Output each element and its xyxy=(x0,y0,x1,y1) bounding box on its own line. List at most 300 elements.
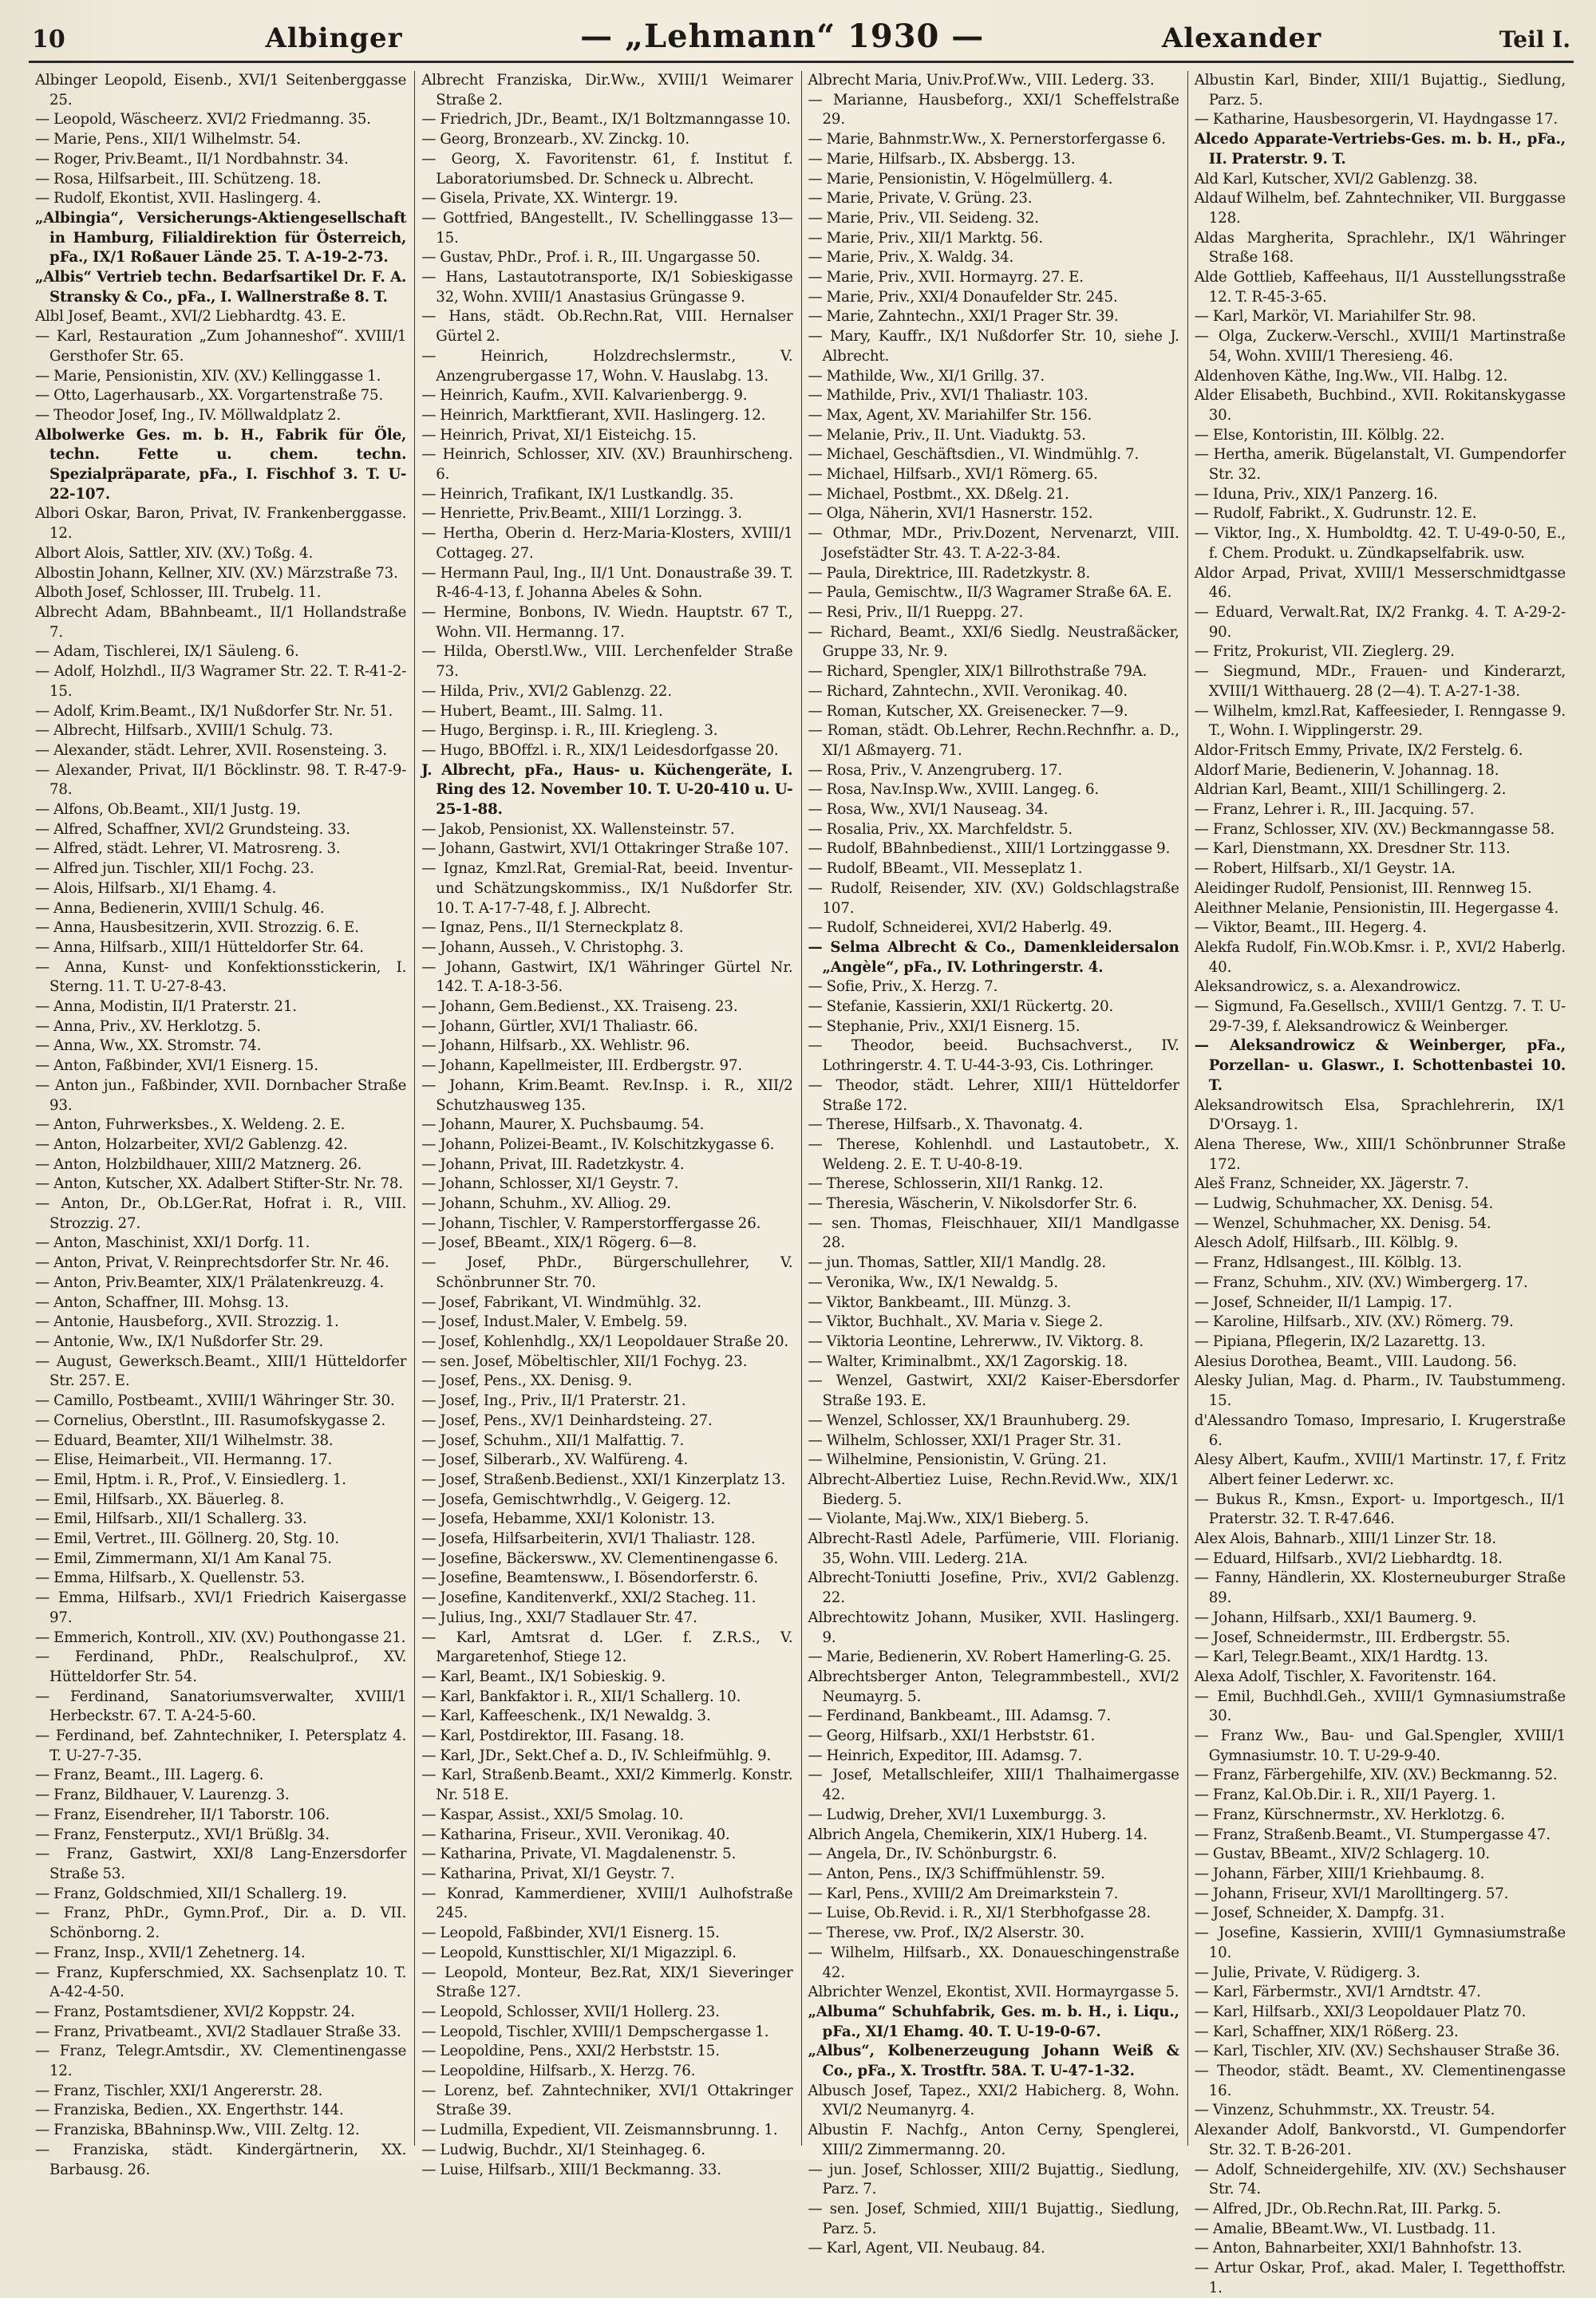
directory-entry: — Josef, Straßenb.Bedienst., XXI/1 Kinzerplatz 13. xyxy=(421,1471,786,1488)
directory-entry: — Vinzenz, Schuhmmstr., XX. Treustr. 54. xyxy=(1194,2102,1495,2119)
column-1 xyxy=(29,71,415,2178)
directory-entry: — Karl, JDr., Sekt.Chef a. D., IV. Schleifmühlg. 9. xyxy=(421,1747,772,1764)
directory-entry: — Josefine, Kassierin, XVIII/1 Gymnasiumstraße 10. xyxy=(1194,1925,1566,1961)
directory-entry: Albustin Karl, Binder, XIII/1 Bujattig., Siedlung, Parz. 5. xyxy=(1194,72,1566,109)
directory-entry: — Ferdinand, Bankbeamt., III. Adamsg. 7. xyxy=(808,1708,1111,1725)
page-header xyxy=(29,18,1574,63)
directory-entry: — Artur Oskar, Prof., akad. Maler, I. Tegetthoffstr. 1. xyxy=(1194,2260,1566,2296)
directory-entry: Albort Alois, Sattler, XIV. (XV.) Toßg. 4. xyxy=(35,544,314,562)
directory-entry: — Mary, Kauffr., IX/1 Nußdorfer Str. 10, siehe J. Albrecht. xyxy=(808,328,1179,365)
directory-entry: — Josef, Silberarb., XV. Walfüreng. 4. xyxy=(421,1451,689,1469)
directory-entry: — Alfred, Schaffner, XVI/2 Grundsteing. 33. xyxy=(35,820,350,838)
directory-entry: Ald Karl, Kutscher, XVI/2 Gablenzg. 38. xyxy=(1194,170,1478,188)
directory-entry: — Olga, Näherin, XVI/1 Hasnerstr. 152. xyxy=(808,505,1093,523)
directory-entry: — Franziska, städt. Kindergärtnerin, XX. Barbausg. 26. xyxy=(35,2141,407,2178)
directory-entry: — Heinrich, Expeditor, III. Adamsg. 7. xyxy=(808,1747,1083,1764)
directory-entry: — Roman, städt. Ob.Lehrer, Rechn.Rechnfhr. a. D., XI/1 Aßmayerg. 71. xyxy=(808,722,1179,759)
directory-entry: — Leopold, Faßbinder, XVI/1 Eisnerg. 15. xyxy=(421,1925,720,1942)
directory-entry: — Marie, Zahntechn., XXI/1 Prager Str. 39. xyxy=(808,308,1119,326)
directory-entry: — Alois, Hilfsarb., XI/1 Ehamg. 4. xyxy=(35,879,277,897)
directory-entry: Alesch Adolf, Hilfsarb., III. Kölblg. 9. xyxy=(1194,1234,1459,1252)
directory-entry: — Theodor Josef, Ing., IV. Möllwaldplatz 2. xyxy=(35,406,342,424)
directory-entry: „Albingia“, Versicherungs-Aktiengesellschaft in Hamburg, Filialdirektion für Österreich, pFa., IX/1 Roßauer Lände 25. T. A-19-2-73. xyxy=(35,209,407,267)
directory-entry: — Hermann Paul, Ing., II/1 Unt. Donaustraße 39. T. R-46-4-13, f. Johanna Abeles & Sohn. xyxy=(421,564,793,602)
directory-entry: — Melanie, Priv., II. Unt. Viaduktg. 53. xyxy=(808,426,1086,444)
directory-entry: — Mathilde, Ww., XI/1 Grillg. 37. xyxy=(808,367,1045,385)
directory-entry: — Paula, Gemischtw., II/3 Wagramer Straße 6A. E. xyxy=(808,584,1172,602)
directory-entry: — Viktor, Ing., X. Humboldtg. 42. T. U-49-0-50, E., f. Chem. Produkt. u. Zündkapselfabrik. usw. xyxy=(1194,525,1566,562)
directory-entry: Aleš Franz, Schneider, XX. Jägerstr. 7. xyxy=(1194,1175,1469,1193)
directory-entry: — Josefine, Bäckersww., XV. Clementinengasse 6. xyxy=(421,1550,779,1567)
directory-entry: — Anna, Modistin, II/1 Praterstr. 21. xyxy=(35,998,297,1016)
directory-entry: Aldauf Wilhelm, bef. Zahntechniker, VII. Burggasse 128. xyxy=(1194,190,1566,227)
directory-entry: Albolwerke Ges. m. b. H., Fabrik für Öle, techn. Fette u. chem. techn. Spezialpräparate, pFa., I. Fischhof 3. T. U-22-107. xyxy=(35,426,407,503)
directory-entry: Alexander Adolf, Bankvorstd., VI. Gumpendorfer Str. 32. T. B-26-201. xyxy=(1194,2122,1566,2158)
directory-entry: — Anna, Hausbesitzerin, XVII. Strozzig. 6. E. xyxy=(35,919,359,937)
directory-entry: — Leopold, Kunsttischler, XI/1 Migazzipl. 6. xyxy=(421,1944,737,1961)
directory-entry: — Antonie, Hausbeforg., XVII. Strozzig. 1. xyxy=(35,1313,339,1331)
directory-entry: — Georg, Bronzearb., XV. Zinckg. 10. xyxy=(421,131,690,148)
directory-entry: — Anton, Holzbildhauer, XIII/2 Matznerg. 26. xyxy=(35,1155,362,1173)
directory-entry: — Theodor, städt. Beamt., XV. Clementinengasse 16. xyxy=(1194,2063,1566,2099)
directory-entry: — Karl, Färbermstr., XVI/1 Arndtstr. 47. xyxy=(1194,1984,1481,2001)
directory-entry: — Josef, Indust.Maler, V. Embelg. 59. xyxy=(421,1313,688,1331)
directory-entry: — Johann, Maurer, X. Puchsbaumg. 54. xyxy=(421,1116,705,1134)
directory-entry: — Stephanie, Priv., XXI/1 Eisnerg. 15. xyxy=(808,1017,1080,1035)
directory-entry: — Marie, Pensionistin, V. Högelmüllerg. 4. xyxy=(808,170,1113,188)
directory-entry: — Adolf, Holzhdl., II/3 Wagramer Str. 22. T. R-41-2-15. xyxy=(35,663,407,700)
directory-entry: — Amalie, BBeamt.Ww., VI. Lustbadg. 11. xyxy=(1194,2220,1496,2237)
directory-entry: — Therese, Hilfsarb., X. Thavonatg. 4. xyxy=(808,1116,1083,1134)
directory-entry: — Julie, Private, V. Rüdigerg. 3. xyxy=(1194,1964,1420,1981)
directory-entry: Albl Josef, Beamt., XVI/2 Liebhardtg. 43. E. xyxy=(35,308,346,326)
directory-entry: — Gustav, PhDr., Prof. i. R., III. Ungargasse 50. xyxy=(421,249,760,267)
directory-entry: — Richard, Spengler, XIX/1 Billrothstraße 79A. xyxy=(808,663,1148,681)
directory-entry: — Wilhelmine, Pensionistin, V. Grüng. 21. xyxy=(808,1451,1107,1469)
directory-entry: — Anton, Schaffner, III. Mohsg. 13. xyxy=(35,1293,289,1311)
directory-entry: — Stefanie, Kassierin, XXI/1 Rückertg. 20. xyxy=(808,998,1114,1016)
directory-entry: — Bukus R., Kmsn., Export- u. Importgesch., II/1 Praterstr. 32. T. R-47.646. xyxy=(1194,1491,1566,1528)
directory-entry: — Michael, Geschäftsdien., VI. Windmühlg. 7. xyxy=(808,446,1140,464)
directory-entry: — Leopold, Wäscheerz. XVI/2 Friedmanng. 35. xyxy=(35,111,371,128)
directory-entry: — Marie, Hilfsarb., IX. Absbergg. 13. xyxy=(808,150,1076,168)
directory-entry: — Anton, Bahnarbeiter, XXI/1 Bahnhofstr. 13. xyxy=(1194,2240,1523,2257)
directory-entry: Alboth Josef, Schlosser, III. Trubelg. 11. xyxy=(35,584,322,602)
directory-entry: — Elise, Heimarbeit., VII. Hermanng. 17. xyxy=(35,1451,333,1469)
directory-entry: — Josef, Metallschleifer, XIII/1 Thalhaimergasse 42. xyxy=(808,1767,1179,1804)
directory-entry: J. Albrecht, pFa., Haus- u. Küchengeräte, I. Ring des 12. November 10. T. U-20-410 u. U-25-1-88. xyxy=(421,761,793,819)
directory-entry: — Franz, Schuhm., XIV. (XV.) Wimbergerg. 17. xyxy=(1194,1273,1528,1291)
directory-entry: — Franz, Hdlsangest., III. Kölblg. 13. xyxy=(1194,1254,1462,1272)
directory-entry: — Rudolf, Ekontist, XVII. Haslingerg. 4. xyxy=(35,190,322,207)
directory-entry: — Anna, Hilfsarb., XIII/1 Hütteldorfer Str. 64. xyxy=(35,938,364,956)
directory-entry: Albusch Josef, Tapez., XXI/2 Habicherg. 8, Wohn. XVI/2 Neumanyrg. 4. xyxy=(808,2082,1179,2119)
directory-entry: Alder Elisabeth, Buchbind., XVII. Rokitanskygasse 30. xyxy=(1194,387,1566,424)
directory-entry: Alexa Adolf, Tischler, X. Favoritenstr. 164. xyxy=(1194,1668,1497,1685)
directory-entry: — Alfred, städt. Lehrer, VI. Matrosreng. 3. xyxy=(35,840,341,858)
directory-entry: Albrecht-Toniutti Josefine, Priv., XVI/2 Gablenzg. 22. xyxy=(808,1570,1179,1607)
directory-entry: — Anton, Privat, V. Reinprechtsdorfer Str. Nr. 46. xyxy=(35,1254,389,1272)
directory-entry: — Johann, Hilfsarb., XX. Wehlistr. 96. xyxy=(421,1037,690,1055)
directory-entry: — Otto, Lagerhausarb., XX. Vorgartenstraße 75. xyxy=(35,387,384,405)
directory-entry: — Anna, Bedienerin, XVIII/1 Schulg. 46. xyxy=(35,899,325,917)
directory-entry: — Johann, Gem.Bedienst., XX. Traiseng. 23. xyxy=(421,998,738,1016)
directory-entry: — Franz, Färbergehilfe, XIV. (XV.) Beckmanng. 52. xyxy=(1194,1767,1558,1784)
directory-entry: — Karoline, Hilfsarb., XIV. (XV.) Römerg. 79. xyxy=(1194,1313,1514,1331)
directory-entry: — Wilhelm, Schlosser, XXI/1 Prager Str. 31. xyxy=(808,1431,1122,1449)
directory-entry: — Franz, Kal.Ob.Dir. i. R., XII/1 Payerg. 1. xyxy=(1194,1787,1496,1804)
directory-entry: — Aleksandrowicz & Weinberger, pFa., Porzellan- u. Glaswr., I. Schottenbastei 10. T. xyxy=(1194,1037,1566,1094)
directory-entry: — Adolf, Schneidergehilfe, XIV. (XV.) Sechshauser Str. 74. xyxy=(1194,2161,1566,2198)
directory-entry: — Fanny, Händlerin, XX. Klosterneuburger Straße 89. xyxy=(1194,1570,1566,1607)
directory-entry: — Emmerich, Kontroll., XIV. (XV.) Pouthongasse 21. xyxy=(35,1629,406,1646)
directory-entry: — Therese, Kohlenhdl. und Lastautobetr., X. Weldeng. 2. E. T. U-40-8-19. xyxy=(808,1135,1179,1173)
directory-entry: Alde Gottlieb, Kaffeehaus, II/1 Ausstellungsstraße 12. T. R-45-3-65. xyxy=(1194,269,1566,306)
directory-entry: Albrecht-Rastl Adele, Parfümerie, VIII. Florianig. 35, Wohn. VIII. Lederg. 21A. xyxy=(808,1530,1179,1567)
directory-entry: — Josef, Schneider, II/1 Lampig. 17. xyxy=(1194,1293,1452,1311)
directory-entry: — jun. Josef, Schlosser, XIII/2 Bujattig., Siedlung, Parz. 7. xyxy=(808,2161,1179,2198)
directory-entry: — Marie, Private, V. Grüng. 23. xyxy=(808,190,1033,207)
directory-entry: Albrecht Maria, Univ.Prof.Ww., VIII. Lederg. 33. xyxy=(808,72,1155,89)
directory-entry: — Johann, Hilfsarb., XXI/1 Baumerg. 9. xyxy=(1194,1609,1477,1626)
directory-entry: — Franz, Lehrer i. R., III. Jacquing. 57. xyxy=(1194,801,1475,819)
directory-entry: — Richard, Beamt., XXI/6 Siedlg. Neustraßäcker, Gruppe 33, Nr. 9. xyxy=(808,623,1179,661)
directory-entry: „Albus“, Kolbenerzeugung Johann Weiß & Co., pFa., X. Trostftr. 58A. T. U-47-1-32. xyxy=(808,2043,1179,2080)
directory-entry: — Ignaz, Pens., II/1 Sterneckplatz 8. xyxy=(421,919,684,937)
directory-entry: — Karl, Kaffeeschenk., IX/1 Newaldg. 3. xyxy=(421,1708,711,1725)
directory-entry: — Anton, Priv.Beamter, XIX/1 Prälatenkreuzg. 4. xyxy=(35,1273,385,1291)
directory-entry: — Camillo, Postbeamt., XVIII/1 Währinger Str. 30. xyxy=(35,1392,395,1410)
directory-entry: — Ferdinand, Sanatoriumsverwalter, XVIII/1 Herbeckstr. 67. T. A-24-5-60. xyxy=(35,1688,407,1725)
directory-entry: — Josef, Schuhm., XII/1 Malfattig. 7. xyxy=(421,1431,685,1449)
directory-entry: Albrecht Franziska, Dir.Ww., XVIII/1 Weimarer Straße 2. xyxy=(421,72,793,109)
directory-entry: — Paula, Direktrice, III. Radetzkystr. 8. xyxy=(808,564,1091,582)
directory-entry: Aldrian Karl, Beamt., XIII/1 Schillingerg. 2. xyxy=(1194,781,1507,799)
directory-entry: — Michael, Hilfsarb., XVI/1 Römerg. 65. xyxy=(808,466,1098,484)
directory-entry: — Wilhelm, kmzl.Rat, Kaffeesieder, I. Renngasse 9. T., Wohn. I. Wipplingerstr. 29. xyxy=(1194,702,1566,740)
directory-entry: Albrecht Adam, BBahnbeamt., II/1 Hollandstraße 7. xyxy=(35,603,407,641)
directory-entry: — Heinrich, Kaufm., XVII. Kalvarienbergg. 9. xyxy=(421,387,748,405)
directory-entry: — Karl, Tischler, XIV. (XV.) Sechshauser Straße 36. xyxy=(1194,2043,1560,2060)
directory-entry: — Franz, Schlosser, XIV. (XV.) Beckmanngasse 58. xyxy=(1194,820,1555,838)
directory-entry: — Iduna, Priv., XIX/1 Panzerg. 16. xyxy=(1194,485,1438,503)
directory-entry: — Karl, Straßenb.Beamt., XXI/2 Kimmerlg. Konstr. Nr. 518 E. xyxy=(421,1767,793,1804)
directory-entry: — Robert, Hilfsarb., XI/1 Geystr. 1A. xyxy=(1194,860,1456,878)
directory-entry: — Sigmund, Fa.Gesellsch., XVIII/1 Gentzg. 7. T. U-29-7-39, f. Aleksandrowicz & Weinberger. xyxy=(1194,998,1566,1035)
directory-entry: — Viktor, Bankbeamt., III. Münzg. 3. xyxy=(808,1293,1072,1311)
directory-entry: — Hermine, Bonbons, IV. Wiedn. Hauptstr. 67 T., Wohn. VII. Hermanng. 17. xyxy=(421,603,793,641)
directory-entry: — Adam, Tischlerei, IX/1 Säuleng. 6. xyxy=(35,643,299,661)
directory-entry: — Anna, Kunst- und Konfektionsstickerin, I. Sterng. 11. T. U-27-8-43. xyxy=(35,958,407,996)
directory-entry: — Franz, Gastwirt, XXI/8 Lang-Enzersdorfer Straße 53. xyxy=(35,1846,407,1882)
directory-entry: — Viktor, Buchhalt., XV. Maria v. Siege 2. xyxy=(808,1313,1104,1331)
directory-entry: — Franz, Insp., XVII/1 Zehetnerg. 14. xyxy=(35,1944,306,1961)
directory-entry: — Kaspar, Assist., XXI/5 Smolag. 10. xyxy=(421,1806,684,1823)
directory-entry: — Marie, Priv., VII. Seideng. 32. xyxy=(808,209,1039,227)
directory-entry: — Johann, Tischler, V. Ramperstorffergasse 26. xyxy=(421,1214,761,1232)
directory-entry: — Franz, Tischler, XXI/1 Angererstr. 28. xyxy=(35,2082,323,2099)
directory-entry: — Ludwig, Dreher, XVI/1 Luxemburgg. 3. xyxy=(808,1806,1107,1823)
directory-entry: — Hertha, Oberin d. Herz-Maria-Klosters, XVIII/1 Cottageg. 27. xyxy=(421,525,793,562)
part-label: Teil I. xyxy=(1499,26,1570,53)
directory-entry: — Rosa, Ww., XVI/1 Nauseag. 34. xyxy=(808,801,1049,819)
directory-entry: — Antonie, Ww., IX/1 Nußdorfer Str. 29. xyxy=(35,1333,324,1350)
directory-entry: — Ludmilla, Expedient, VII. Zeismannsbrunng. 1. xyxy=(421,2122,778,2139)
directory-entry: — Cornelius, Oberstlnt., III. Rasumofskygasse 2. xyxy=(35,1412,386,1429)
directory-entry: — Eduard, Hilfsarb., XVI/2 Liebhardtg. 18. xyxy=(1194,1550,1503,1567)
directory-entry: — Anton, Kutscher, XX. Adalbert Stifter-Str. Nr. 78. xyxy=(35,1175,403,1193)
directory-entry: Albrechtowitz Johann, Musiker, XVII. Haslingerg. 9. xyxy=(808,1609,1179,1646)
directory-entry: — Leopold, Tischler, XVIII/1 Dempschergasse 1. xyxy=(421,2023,769,2040)
directory-entry: — Hans, städt. Ob.Rechn.Rat, VIII. Hernalser Gürtel 2. xyxy=(421,308,793,345)
directory-entry: — Alexander, Privat, II/1 Böcklinstr. 98. T. R-47-9-78. xyxy=(35,761,407,799)
directory-entry: — Marie, Bedienerin, XV. Robert Hamerling-G. 25. xyxy=(808,1648,1171,1666)
directory-entry: Aldorf Marie, Bedienerin, V. Johannag. 18. xyxy=(1194,761,1499,779)
directory-entry: — Angela, Dr., IV. Schönburgstr. 6. xyxy=(808,1846,1057,1863)
directory-entry: — Alexander, städt. Lehrer, XVII. Rosensteing. 3. xyxy=(35,741,388,759)
directory-entry: — Hugo, Berginsp. i. R., III. Kriegleng. 3. xyxy=(421,722,718,740)
directory-entry: — Ignaz, Kmzl.Rat, Gremial-Rat, beeid. Inventur- und Schätzungskommiss., IX/1 Nußdorfer Str. 10. T. A-17-7-48, f. J. Albrecht. xyxy=(421,860,793,917)
directory-entry: — Wenzel, Schlosser, XX/1 Braunhuberg. 29. xyxy=(808,1412,1131,1429)
directory-entry: — Jakob, Pensionist, XX. Wallensteinstr. 57. xyxy=(421,820,735,838)
directory-entry: — Heinrich, Privat, XI/1 Eisteichg. 15. xyxy=(421,426,697,444)
directory-entry: — Franz, Eisendreher, II/1 Taborstr. 106. xyxy=(35,1806,330,1823)
directory-entry: — Resi, Priv., II/1 Rueppg. 27. xyxy=(808,603,1024,621)
directory-entry: — Rosa, Priv., V. Anzengruberg. 17. xyxy=(808,761,1063,779)
directory-entry: Alesius Dorothea, Beamt., VIII. Laudong. 56. xyxy=(1194,1352,1517,1370)
directory-entry: — Leopoldine, Pens., XXI/2 Herbststr. 15. xyxy=(421,2043,720,2060)
directory-entry: — Josef, Pens., XX. Denisg. 9. xyxy=(421,1372,633,1390)
directory-entry: — Theodor, beeid. Buchsachverst., IV. Lothringerstr. 4. T. U-44-3-93, Cis. Lothringer. xyxy=(808,1037,1179,1075)
directory-entry: Albustin F. Nachfg., Anton Cerny, Spenglerei, XIII/2 Zimmermanng. 20. xyxy=(808,2122,1179,2158)
directory-entry: — Emil, Hilfsarb., XII/1 Schallerg. 33. xyxy=(35,1510,307,1528)
directory-entry: — Josef, Pens., XV/1 Deinhardsteing. 27. xyxy=(421,1412,713,1429)
directory-entry: — Roman, Kutscher, XX. Greisenecker. 7—9. xyxy=(808,702,1128,720)
directory-entry: — Karl, Hilfsarb., XXI/3 Leopoldauer Platz 70. xyxy=(1194,2003,1527,2020)
directory-entry: — Mathilde, Priv., XVI/1 Thaliastr. 103. xyxy=(808,387,1088,405)
directory-entry: — Pipiana, Pflegerin, IX/2 Lazarettg. 13. xyxy=(1194,1333,1486,1350)
directory-entry: — Marie, Bahnmstr.Ww., X. Pernerstorfergasse 6. xyxy=(808,131,1166,148)
directory-entry: — Julius, Ing., XXI/7 Stadlauer Str. 47. xyxy=(421,1609,697,1626)
directory-entry: — Emil, Vertret., III. Göllnerg. 20, Stg. 10. xyxy=(35,1530,339,1548)
directory-entry: — Marie, Priv., XXI/4 Donaufelder Str. 245. xyxy=(808,288,1118,306)
directory-entry: — Johann, Färber, XIII/1 Kriehbaumg. 8. xyxy=(1194,1865,1485,1882)
directory-entry: — Marie, Priv., XII/1 Marktg. 56. xyxy=(808,229,1043,247)
directory-entry: — Alfred jun. Tischler, XII/1 Fochg. 23. xyxy=(35,860,314,878)
directory-entry: — Rudolf, Fabrikt., X. Gudrunstr. 12. E. xyxy=(1194,505,1477,523)
directory-entry: — Josef, Schneider, X. Dampfg. 31. xyxy=(1194,1905,1445,1922)
directory-entry: — August, Gewerksch.Beamt., XIII/1 Hütteldorfer Str. 257. E. xyxy=(35,1352,407,1390)
directory-entry: Albrecht-Albertiez Luise, Rechn.Revid.Ww., XIX/1 Biederg. 5. xyxy=(808,1471,1179,1508)
directory-entry: — Karl, Pens., XVIII/2 Am Dreimarkstein 7. xyxy=(808,1885,1119,1902)
directory-entry: Albrichter Wenzel, Ekontist, XVII. Hormayrgasse 5. xyxy=(808,1984,1179,2001)
directory-entry: — Josef, PhDr., Bürgerschullehrer, V. Schönbrunner Str. 70. xyxy=(421,1254,793,1291)
directory-entry: — Ferdinand, PhDr., Realschulprof., XV. Hütteldorfer Str. 54. xyxy=(35,1648,407,1685)
directory-entry: — Heinrich, Schlosser, XIV. (XV.) Braunhirscheng. 6. xyxy=(421,446,793,484)
directory-entry: — Johann, Polizei-Beamt., IV. Kolschitzkygasse 6. xyxy=(421,1135,775,1153)
directory-entry: — Heinrich, Marktfierant, XVII. Haslingerg. 12. xyxy=(421,406,766,424)
column-4 xyxy=(1188,71,1574,2296)
directory-entry: — Emil, Buchhdl.Geh., XVIII/1 Gymnasiumstraße 30. xyxy=(1194,1688,1566,1725)
directory-entry: — Karl, Agent, VII. Neubaug. 84. xyxy=(808,2240,1045,2257)
directory-entry: — Rudolf, BBeamt., VII. Messeplatz 1. xyxy=(808,860,1083,878)
directory-entry: — Hubert, Beamt., III. Salmg. 11. xyxy=(421,702,663,720)
directory-entry: — Katharina, Friseur., XVII. Veronikag. 40. xyxy=(421,1826,730,1843)
directory-entry: — Franz, Straßenb.Beamt., VI. Stumpergasse 47. xyxy=(1194,1826,1551,1843)
directory-entry: — Olga, Zuckerw.-Verschl., XVIII/1 Martinstraße 54, Wohn. XVIII/1 Theresieng. 46. xyxy=(1194,328,1566,365)
directory-entry: — Karl, Postdirektor, III. Fasang. 18. xyxy=(421,1727,685,1745)
directory-entry: „Albuma“ Schuhfabrik, Ges. m. b. H., i. Liqu., pFa., XI/1 Ehamg. 40. T. U-19-0-67. xyxy=(808,2003,1179,2040)
directory-entry: Alesky Julian, Mag. d. Pharm., IV. Taubstummeng. 15. xyxy=(1194,1372,1566,1410)
directory-entry: — Franz, Beamt., III. Lagerg. 6. xyxy=(35,1767,264,1784)
directory-entry: — Franz, Goldschmied, XII/1 Schallerg. 19. xyxy=(35,1885,347,1902)
directory-entry: Alex Alois, Bahnarb., XIII/1 Linzer Str. 18. xyxy=(1194,1530,1497,1548)
directory-entry: — Violante, Maj.Ww., XIX/1 Bieberg. 5. xyxy=(808,1510,1089,1528)
directory-entry: Aleithner Melanie, Pensionistin, III. Hegergasse 4. xyxy=(1194,899,1559,917)
directory-entry: — Franz Ww., Bau- und Gal.Spengler, XVIII/1 Gymnasiumstr. 10. T. U-29-9-40. xyxy=(1194,1727,1566,1764)
directory-entry: — Alfred, JDr., Ob.Rechn.Rat, III. Parkg. 5. xyxy=(1194,2200,1502,2217)
directory-entry: — sen. Thomas, Fleischhauer, XII/1 Mandlgasse 28. xyxy=(808,1214,1179,1252)
directory-entry: — Hilda, Priv., XVI/2 Gablenzg. 22. xyxy=(421,682,672,700)
directory-entry: Alcedo Apparate-Vertriebs-Ges. m. b. H., pFa., II. Praterstr. 9. T. xyxy=(1194,131,1566,168)
directory-entry: — Katharina, Privat, XI/1 Geystr. 7. xyxy=(421,1865,675,1882)
directory-entry: — Franz, Kupferschmied, XX. Sachsenplatz 10. T. A-42-4-50. xyxy=(35,1964,407,2001)
directory-entry: Alekfa Rudolf, Fin.W.Ob.Kmsr. i. P., XVI/2 Haberlg. 40. xyxy=(1194,938,1566,976)
directory-entry: Aldor Arpad, Privat, XVIII/1 Messerschmidtgasse 46. xyxy=(1194,564,1566,602)
directory-entry: — Johann, Ausseh., V. Christophg. 3. xyxy=(421,938,684,956)
directory-entry: — Josef, Fabrikant, VI. Windmühlg. 32. xyxy=(421,1293,701,1311)
directory-entry: — Marie, Pens., XII/1 Wilhelmstr. 54. xyxy=(35,131,301,148)
directory-entry: Aleidinger Rudolf, Pensionist, III. Rennweg 15. xyxy=(1194,879,1532,897)
directory-entry: — Karl, Schaffner, XIX/1 Rößerg. 23. xyxy=(1194,2023,1459,2040)
directory-entry: — Viktor, Beamt., III. Hegerg. 4. xyxy=(1194,919,1427,937)
directory-entry: — Johann, Gürtler, XVI/1 Thaliastr. 66. xyxy=(421,1017,698,1035)
directory-title: — „Lehmann“ 1930 — xyxy=(580,18,985,55)
directory-entry: — Georg, Hilfsarb., XXI/1 Herbststr. 61. xyxy=(808,1727,1096,1745)
directory-entry: — Josefa, Gemischtwrhdlg., V. Geigerg. 12. xyxy=(421,1491,732,1508)
directory-entry: — Wenzel, Gastwirt, XXI/2 Kaiser-Ebersdorfer Straße 193. E. xyxy=(808,1372,1179,1410)
directory-entry: — Franz, Privatbeamt., XVI/2 Stadlauer Straße 33. xyxy=(35,2023,401,2040)
directory-entry: — Anna, Priv., XV. Herklotzg. 5. xyxy=(35,1017,261,1035)
directory-entry: — Johann, Gastwirt, XVI/1 Ottakringer Straße 107. xyxy=(421,840,789,858)
directory-entry: — Josef, Schneidermstr., III. Erdbergstr. 55. xyxy=(1194,1629,1511,1646)
directory-entry: — Selma Albrecht & Co., Damenkleidersalon „Angèle“, pFa., IV. Lothringerstr. 4. xyxy=(808,938,1179,976)
directory-entry: Aldor-Fritsch Emmy, Private, IX/2 Ferstelg. 6. xyxy=(1194,741,1523,759)
directory-entry: — Wilhelm, Hilfsarb., XX. Donaueschingenstraße 42. xyxy=(808,1944,1179,1981)
directory-entry: — Richard, Zahntechn., XVII. Veronikag. 40. xyxy=(808,682,1128,700)
directory-entry: Aleksandrowicz, s. a. Alexandrowicz. xyxy=(1194,978,1461,996)
directory-entry: — Franz, PhDr., Gymn.Prof., Dir. a. D. VII. Schönborng. 2. xyxy=(35,1905,407,1942)
directory-entry: — Henriette, Priv.Beamt., XIII/1 Lorzingg. 3. xyxy=(421,505,743,523)
directory-entry: — Gustav, BBeamt., XIV/2 Schlagerg. 10. xyxy=(1194,1846,1491,1863)
directory-entry: — Anton, Fuhrwerksbes., X. Weldeng. 2. E. xyxy=(35,1116,346,1134)
directory-entry: Alena Therese, Ww., XIII/1 Schönbrunner Straße 172. xyxy=(1194,1135,1566,1173)
directory-entry: — Hertha, amerik. Bügelanstalt, VI. Gumpendorfer Str. 32. xyxy=(1194,446,1566,484)
directory-entry: — Josefine, Kanditenverkf., XXI/2 Stacheg. 11. xyxy=(421,1589,757,1607)
directory-entry: — Emma, Hilfsarb., XVI/1 Friedrich Kaisergasse 97. xyxy=(35,1589,407,1626)
left-headword: Albinger xyxy=(265,22,403,54)
directory-entry: — Franz, Kürschnermstr., XV. Herklotzg. 6. xyxy=(1194,1806,1505,1823)
directory-entry: d'Alessandro Tomaso, Impresario, I. Krugerstraße 6. xyxy=(1194,1412,1566,1449)
column-2 xyxy=(415,71,801,2178)
directory-entry: — Fritz, Prokurist, VII. Zieglerg. 29. xyxy=(1194,643,1455,661)
directory-entry: — Luise, Ob.Revid. i. R., XI/1 Sterbhofgasse 28. xyxy=(808,1905,1152,1922)
directory-entry: Albinger Leopold, Eisenb., XVI/1 Seitenberggasse 25. xyxy=(35,72,407,109)
directory-entry: — Theresia, Wäscherin, V. Nikolsdorfer Str. 6. xyxy=(808,1195,1137,1213)
directory-entry: — Josefa, Hebamme, XXI/1 Kolonistr. 13. xyxy=(421,1510,716,1528)
directory-columns xyxy=(29,71,1574,2296)
directory-entry: Albrechtsberger Anton, Telegrammbestell., XVI/2 Neumayrg. 5. xyxy=(808,1668,1179,1705)
directory-entry: Aldenhoven Käthe, Ing.Ww., VII. Halbg. 12. xyxy=(1194,367,1508,385)
directory-entry: — Albrecht, Hilfsarb., XVIII/1 Schulg. 73. xyxy=(35,722,334,740)
directory-entry: — Leopold, Schlosser, XVII/1 Hollerg. 23. xyxy=(421,2003,720,2020)
directory-entry: — Friedrich, JDr., Beamt., IX/1 Boltzmanngasse 10. xyxy=(421,111,791,128)
directory-entry: — Ludwig, Buchdr., XI/1 Steinhageg. 6. xyxy=(421,2141,705,2158)
directory-entry: Alesy Albert, Kaufm., XVIII/1 Martinstr. 17, f. Fritz Albert feiner Lederwr. xc. xyxy=(1194,1451,1566,1488)
directory-entry: — Franziska, BBahninsp.Ww., VIII. Zeltg. 12. xyxy=(35,2122,360,2139)
directory-entry: — Lorenz, bef. Zahntechniker, XVI/1 Ottakringer Straße 39. xyxy=(421,2082,793,2119)
directory-entry: — Karl, Amtsrat d. LGer. f. Z.R.S., V. Margaretenhof, Stiege 12. xyxy=(421,1629,793,1666)
directory-entry: — Katharine, Hausbesorgerin, VI. Haydngasse 17. xyxy=(1194,111,1558,128)
directory-entry: — Karl, Bankfaktor i. R., XII/1 Schallerg. 10. xyxy=(421,1688,741,1705)
directory-entry: — Franz, Postamtsdiener, XVI/2 Koppstr. 24. xyxy=(35,2003,355,2020)
directory-entry: — Josef, Ing., Priv., II/1 Praterstr. 21. xyxy=(421,1392,686,1410)
directory-entry: — Ferdinand, bef. Zahntechniker, I. Petersplatz 4. T. U-27-7-35. xyxy=(35,1727,407,1764)
directory-entry: — Emil, Hilfsarb., XX. Bäuerleg. 8. xyxy=(35,1491,284,1508)
directory-entry: — Karl, Dienstmann, XX. Dresdner Str. 113. xyxy=(1194,840,1511,858)
directory-entry: — Max, Agent, XV. Mariahilfer Str. 156. xyxy=(808,406,1092,424)
directory-entry: — Hans, Lastautotransporte, IX/1 Sobieskigasse 32, Wohn. XVIII/1 Anastasius Grüngasse 9. xyxy=(421,269,793,306)
directory-entry: — Wenzel, Schuhmacher, XX. Denisg. 54. xyxy=(1194,1214,1491,1232)
directory-entry: — Josef, BBeamt., XIX/1 Rögerg. 6—8. xyxy=(421,1234,697,1252)
directory-entry: — Anna, Ww., XX. Stromstr. 74. xyxy=(35,1037,262,1055)
directory-entry: — Gisela, Private, XX. Wintergr. 19. xyxy=(421,190,678,207)
directory-entry: — jun. Thomas, Sattler, XII/1 Mandlg. 28. xyxy=(808,1254,1107,1272)
directory-entry: — Therese, vw. Prof., IX/2 Alserstr. 30. xyxy=(808,1925,1084,1942)
directory-entry: — Anton, Maschinist, XXI/1 Dorfg. 11. xyxy=(35,1234,310,1252)
directory-entry: — Marianne, Hausbeforg., XXI/1 Scheffelstraße 29. xyxy=(808,91,1179,128)
directory-entry: — Johann, Schuhm., XV. Alliog. 29. xyxy=(421,1195,671,1213)
page-number: 10 xyxy=(32,26,65,53)
directory-entry: — Anton, Pens., IX/3 Schiffmühlenstr. 59. xyxy=(808,1865,1105,1882)
directory-entry: — Eduard, Verwalt.Rat, IX/2 Frankg. 4. T. A-29-2-90. xyxy=(1194,603,1566,641)
directory-entry: — Roger, Priv.Beamt., II/1 Nordbahnstr. 34. xyxy=(35,150,349,168)
directory-entry: — Eduard, Beamter, XII/1 Wilhelmstr. 38. xyxy=(35,1431,334,1449)
directory-entry: — Rosa, Hilfsarbeit., III. Schützeng. 18. xyxy=(35,170,322,188)
directory-entry: — Konrad, Kammerdiener, XVIII/1 Aulhofstraße 245. xyxy=(421,1885,793,1922)
directory-entry: — Heinrich, Trafikant, IX/1 Lustkandlg. 35. xyxy=(421,485,734,503)
directory-entry: — Johann, Privat, III. Radetzkystr. 4. xyxy=(421,1155,685,1173)
directory-entry: — Karl, Markör, VI. Mariahilfer Str. 98. xyxy=(1194,308,1476,326)
directory-entry: — Johann, Friseur, XVI/1 Marolltingerg. 57. xyxy=(1194,1885,1509,1902)
directory-entry: — Josef, Kohlenhdlg., XX/1 Leopoldauer Straße 20. xyxy=(421,1333,789,1350)
directory-entry: — Emma, Hilfsarb., X. Quellenstr. 53. xyxy=(35,1570,306,1587)
directory-entry: — Marie, Priv., XVII. Hormayrg. 27. E. xyxy=(808,269,1084,286)
directory-entry: — Karl, Beamt., IX/1 Sobieskig. 9. xyxy=(421,1668,666,1685)
directory-entry: — Franziska, Bedien., XX. Engerthstr. 144. xyxy=(35,2102,344,2119)
directory-entry: — Theodor, städt. Lehrer, XIII/1 Hütteldorfer Straße 172. xyxy=(808,1076,1179,1114)
directory-entry: — Adolf, Krim.Beamt., IX/1 Nußdorfer Str. Nr. 51. xyxy=(35,702,393,720)
directory-entry: — Josefine, Beamtensww., I. Bösendorferstr. 6. xyxy=(421,1570,759,1587)
directory-entry: — Anton, Faßbinder, XVI/1 Eisnerg. 15. xyxy=(35,1057,318,1075)
directory-entry: — Karl, Telegr.Beamt., XIX/1 Hardtg. 13. xyxy=(1194,1648,1488,1666)
directory-entry: — Gottfried, BAngestellt., IV. Schellinggasse 13—15. xyxy=(421,209,793,247)
directory-entry: — Walter, Kriminalbmt., XX/1 Zagorskig. 18. xyxy=(808,1352,1128,1370)
directory-entry: — Marie, Priv., X. Waldg. 34. xyxy=(808,249,1014,267)
directory-entry: — Rudolf, Schneiderei, XVI/2 Haberlg. 49. xyxy=(808,919,1112,937)
directory-entry: — Veronika, Ww., IX/1 Newaldg. 5. xyxy=(808,1273,1059,1291)
directory-entry: — Marie, Pensionistin, XIV. (XV.) Kellinggasse 1. xyxy=(35,367,381,385)
